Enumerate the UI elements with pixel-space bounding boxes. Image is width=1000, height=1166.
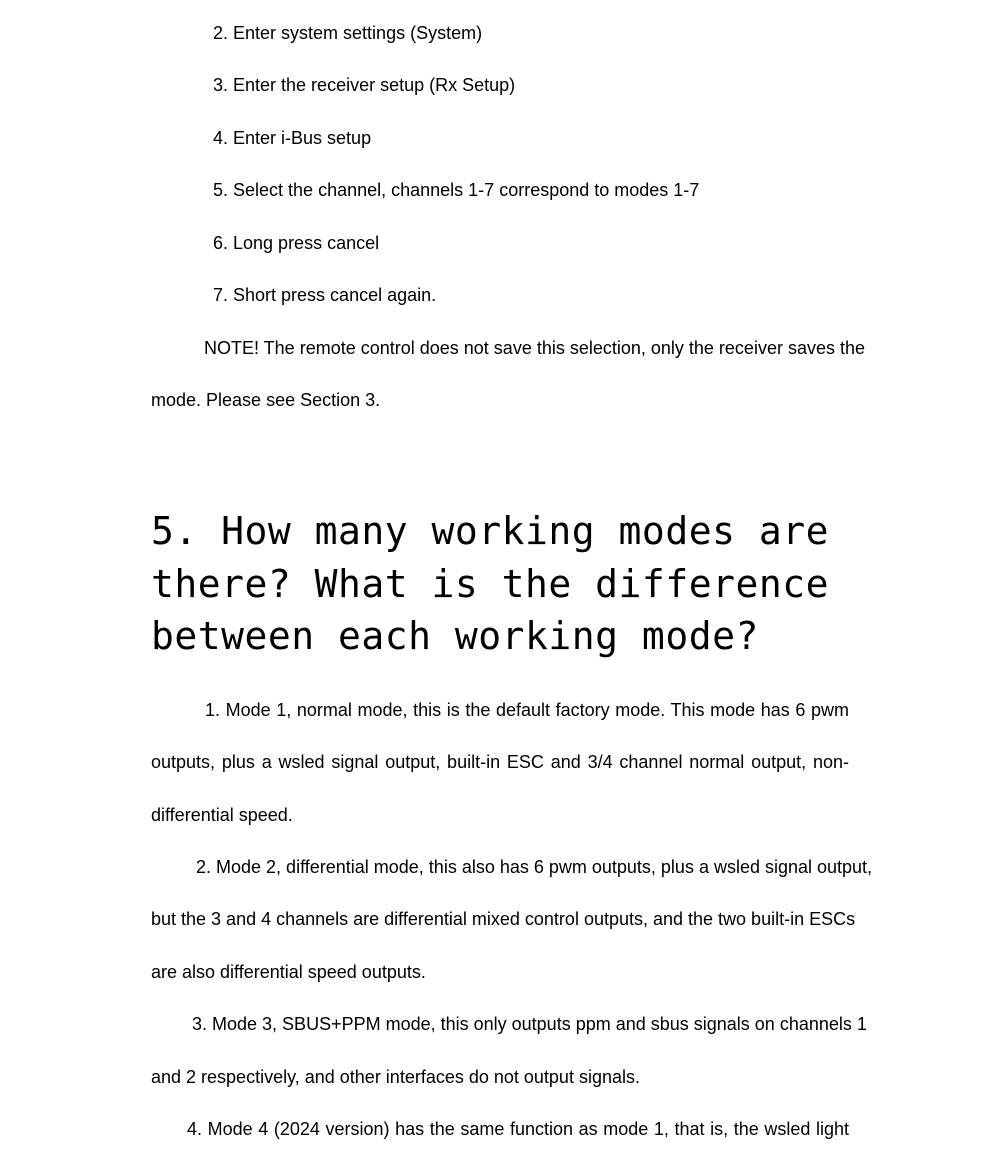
step-item: 6. Long press cancel [213, 233, 380, 253]
mode-line: and 2 respectively, and other interfaces do not output signals. [151, 1067, 640, 1087]
step-item: 2. Enter system settings (System) [213, 23, 483, 43]
step-item: 7. Short press cancel again. [213, 285, 437, 305]
heading-line: between each working mode? [151, 614, 759, 658]
mode-line: outputs, plus a wsled signal output, built-in ESC and 3/4 channel normal output, non- [151, 752, 849, 772]
mode-line: are also differential speed outputs. [151, 962, 426, 982]
section-heading [151, 505, 851, 663]
step-item: 5. Select the channel, channels 1-7 correspond to modes 1-7 [213, 180, 700, 200]
note-line: mode. Please see Section 3. [151, 390, 381, 410]
step-item: 3. Enter the receiver setup (Rx Setup) [213, 75, 516, 95]
mode-line: 4. Mode 4 (2024 version) has the same function as mode 1, that is, the wsled light [187, 1119, 849, 1139]
mode-line: 2. Mode 2, differential mode, this also has 6 pwm outputs, plus a wsled signal output, [196, 857, 873, 877]
note-line: NOTE! The remote control does not save this selection, only the receiver saves the [204, 338, 865, 358]
mode-line: but the 3 and 4 channels are differential mixed control outputs, and the two built-in ESCs [151, 909, 856, 929]
step-item: 4. Enter i-Bus setup [213, 128, 372, 148]
heading-line: there? What is the difference [151, 561, 829, 606]
mode-line: differential speed. [151, 805, 293, 825]
heading-line: 5. How many working modes are [151, 509, 829, 553]
mode-line: 3. Mode 3, SBUS+PPM mode, this only outputs ppm and sbus signals on channels 1 [192, 1014, 867, 1034]
mode-line: 1. Mode 1, normal mode, this is the default factory mode. This mode has 6 pwm [205, 700, 849, 720]
